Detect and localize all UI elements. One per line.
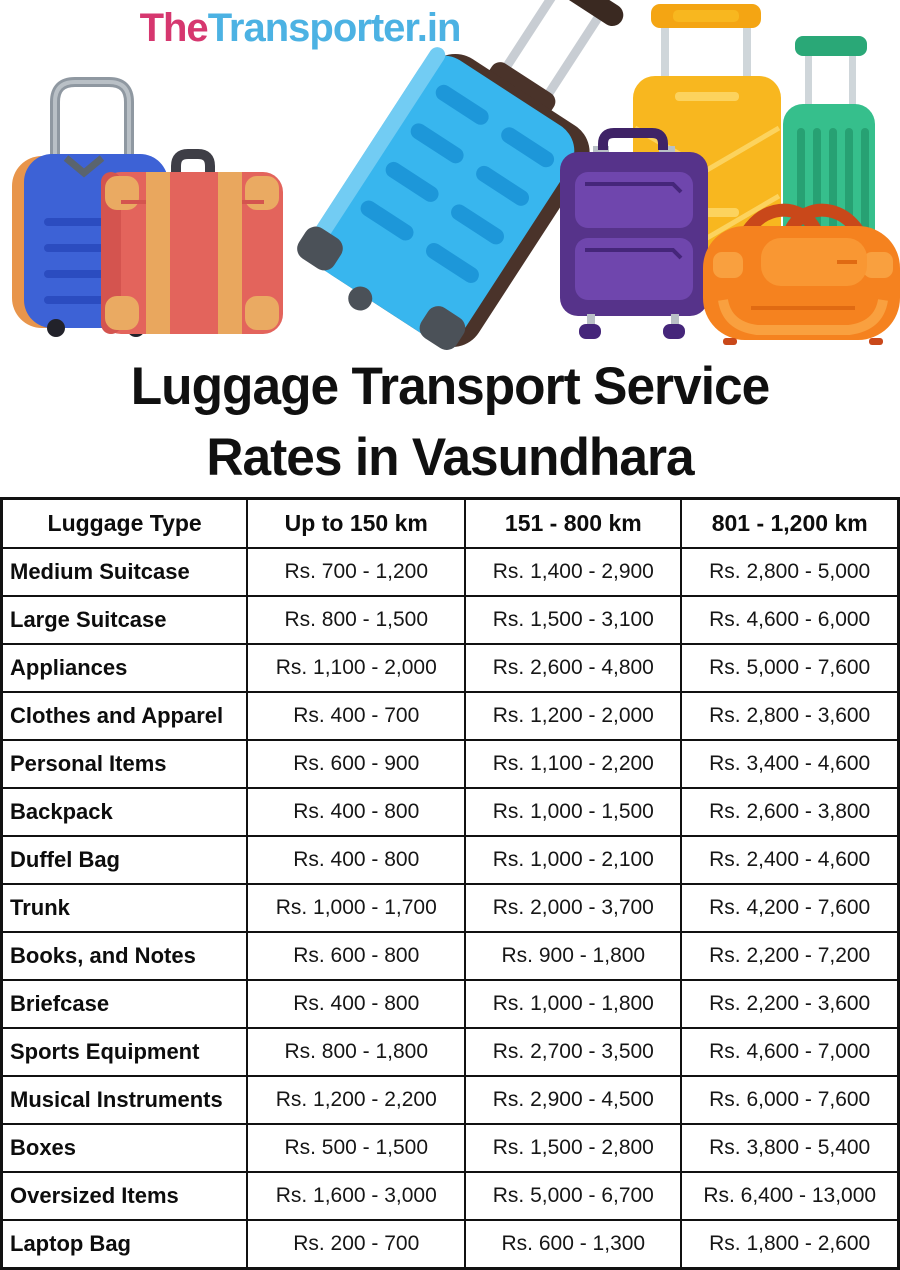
rate-cell: Rs. 800 - 1,800 [247, 1028, 465, 1076]
luggage-type-cell: Clothes and Apparel [2, 692, 248, 740]
table-row [2, 1028, 899, 1076]
rate-cell: Rs. 1,400 - 2,900 [465, 548, 681, 596]
rate-cell: Rs. 6,400 - 13,000 [681, 1172, 898, 1220]
rate-cell: Rs. 1,200 - 2,000 [465, 692, 681, 740]
luggage-type-cell: Trunk [2, 884, 248, 932]
luggage-type-cell: Sports Equipment [2, 1028, 248, 1076]
table-row [2, 644, 899, 692]
luggage-type-cell: Briefcase [2, 980, 248, 1028]
table-row [2, 1172, 899, 1220]
luggage-group-icon [555, 0, 900, 345]
rate-cell: Rs. 800 - 1,500 [247, 596, 465, 644]
table-body [2, 548, 899, 1269]
logo [90, 6, 510, 51]
rate-cell: Rs. 2,700 - 3,500 [465, 1028, 681, 1076]
luggage-type-cell: Backpack [2, 788, 248, 836]
rate-cell: Rs. 400 - 700 [247, 692, 465, 740]
luggage-type-cell: Musical Instruments [2, 1076, 248, 1124]
rate-cell: Rs. 1,100 - 2,200 [465, 740, 681, 788]
column-header: 801 - 1,200 km [681, 499, 898, 549]
rate-cell: Rs. 2,400 - 4,600 [681, 836, 898, 884]
rate-cell: Rs. 1,000 - 1,700 [247, 884, 465, 932]
rate-cell: Rs. 1,500 - 3,100 [465, 596, 681, 644]
table-row [2, 740, 899, 788]
page-title [0, 345, 900, 497]
rate-cell: Rs. 2,200 - 3,600 [681, 980, 898, 1028]
rate-cell: Rs. 400 - 800 [247, 980, 465, 1028]
red-vintage-briefcase-icon [96, 146, 288, 338]
rates-table [0, 497, 900, 1270]
rate-cell: Rs. 5,000 - 7,600 [681, 644, 898, 692]
hero-illustration-band [0, 0, 900, 345]
table-row [2, 548, 899, 596]
rate-cell: Rs. 400 - 800 [247, 836, 465, 884]
rate-cell: Rs. 700 - 1,200 [247, 548, 465, 596]
luggage-type-cell: Oversized Items [2, 1172, 248, 1220]
rate-cell: Rs. 600 - 800 [247, 932, 465, 980]
rate-cell: Rs. 1,600 - 3,000 [247, 1172, 465, 1220]
luggage-type-cell: Books, and Notes [2, 932, 248, 980]
header-row [2, 499, 899, 549]
table-row [2, 596, 899, 644]
logo-the: The [139, 6, 208, 50]
rate-cell: Rs. 4,600 - 6,000 [681, 596, 898, 644]
rate-cell: Rs. 2,900 - 4,500 [465, 1076, 681, 1124]
rate-cell: Rs. 600 - 1,300 [465, 1220, 681, 1269]
rate-cell: Rs. 1,200 - 2,200 [247, 1076, 465, 1124]
luggage-type-cell: Medium Suitcase [2, 548, 248, 596]
rate-cell: Rs. 1,500 - 2,800 [465, 1124, 681, 1172]
column-header: 151 - 800 km [465, 499, 681, 549]
purple-soft-suitcase-icon [560, 133, 708, 339]
rate-cell: Rs. 4,200 - 7,600 [681, 884, 898, 932]
table-row [2, 980, 899, 1028]
rate-cell: Rs. 1,800 - 2,600 [681, 1220, 898, 1269]
luggage-type-cell: Appliances [2, 644, 248, 692]
rate-cell: Rs. 2,200 - 7,200 [681, 932, 898, 980]
rate-cell: Rs. 500 - 1,500 [247, 1124, 465, 1172]
title-line-2: Rates in Vasundhara [206, 428, 694, 487]
rate-cell: Rs. 6,000 - 7,600 [681, 1076, 898, 1124]
table-row [2, 1124, 899, 1172]
rate-cell: Rs. 1,000 - 1,500 [465, 788, 681, 836]
luggage-type-cell: Personal Items [2, 740, 248, 788]
rate-cell: Rs. 2,000 - 3,700 [465, 884, 681, 932]
luggage-type-cell: Duffel Bag [2, 836, 248, 884]
table-row [2, 692, 899, 740]
rate-cell: Rs. 4,600 - 7,000 [681, 1028, 898, 1076]
logo-transporter: Transporter.in [207, 6, 461, 50]
rate-cell: Rs. 400 - 800 [247, 788, 465, 836]
luggage-type-cell: Laptop Bag [2, 1220, 248, 1269]
rate-cell: Rs. 1,000 - 1,800 [465, 980, 681, 1028]
rate-cell: Rs. 1,100 - 2,000 [247, 644, 465, 692]
rate-cell: Rs. 2,600 - 4,800 [465, 644, 681, 692]
rate-cell: Rs. 200 - 700 [247, 1220, 465, 1269]
orange-duffel-bag-icon [703, 210, 900, 345]
rate-cell: Rs. 3,400 - 4,600 [681, 740, 898, 788]
rate-cell: Rs. 3,800 - 5,400 [681, 1124, 898, 1172]
table-row [2, 1076, 899, 1124]
table-row [2, 788, 899, 836]
title-line-1: Luggage Transport Service [130, 357, 770, 416]
table-row [2, 884, 899, 932]
rate-cell: Rs. 2,800 - 3,600 [681, 692, 898, 740]
rate-cell: Rs. 2,600 - 3,800 [681, 788, 898, 836]
luggage-type-cell: Large Suitcase [2, 596, 248, 644]
column-header: Up to 150 km [247, 499, 465, 549]
table-row [2, 932, 899, 980]
rate-cell: Rs. 900 - 1,800 [465, 932, 681, 980]
table-row [2, 1220, 899, 1269]
luggage-type-cell: Boxes [2, 1124, 248, 1172]
table-row [2, 836, 899, 884]
rate-cell: Rs. 1,000 - 2,100 [465, 836, 681, 884]
rate-cell: Rs. 600 - 900 [247, 740, 465, 788]
column-header: Luggage Type [2, 499, 248, 549]
rate-cell: Rs. 2,800 - 5,000 [681, 548, 898, 596]
rate-cell: Rs. 5,000 - 6,700 [465, 1172, 681, 1220]
